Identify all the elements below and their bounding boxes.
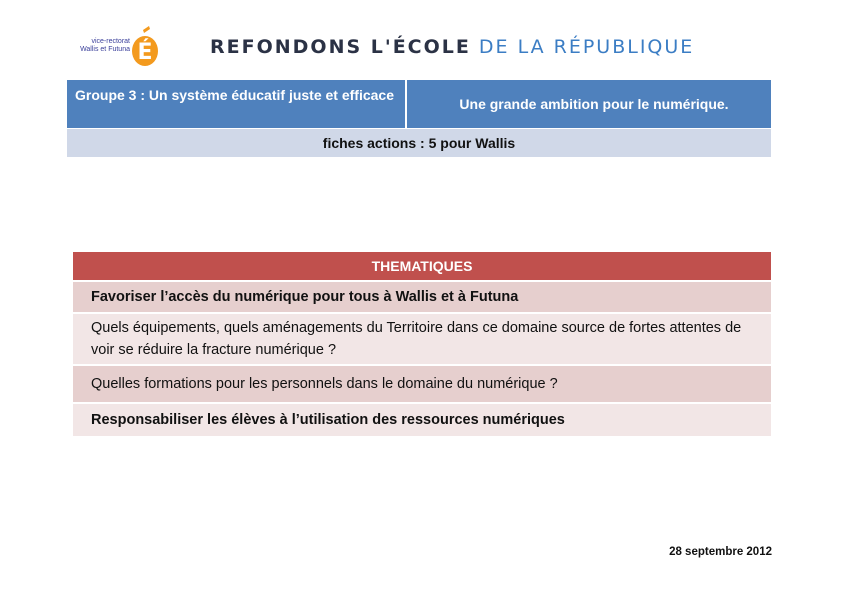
thematique-row: Favoriser l’accès du numérique pour tous à Wallis et à Futuna [73,280,771,312]
site-title-part-1: REFONDONS L'ÉCOLE [210,36,471,58]
logo-e-emblem [130,26,160,68]
thematique-row: Quelles formations pour les personnels dans le domaine du numérique ? [73,364,771,402]
logo-letter: É [137,40,153,65]
site-title [210,36,694,62]
thematique-row: Quels équipements, quels aménagements du Territoire dans ce domaine source de fortes attentes de voir se réduire la fracture numérique ? [73,312,771,364]
site-title-part-2: DE LA RÉPUBLIQUE [478,36,695,58]
vice-rectorat-logo [78,26,160,70]
ambition-title: Une grande ambition pour le numérique. [407,80,771,128]
logo-line-2: Wallis et Futuna [80,46,130,53]
thematique-row: Responsabiliser les élèves à l’utilisation des ressources numériques [73,402,771,436]
logo-text [78,38,130,54]
group-title: Groupe 3 : Un système éducatif juste et efficace [67,80,407,128]
footer-date: 28 septembre 2012 [669,546,772,558]
fiches-actions-row: fiches actions : 5 pour Wallis [67,129,771,157]
thematiques-header: THEMATIQUES [73,252,771,280]
thematiques-table [73,252,771,436]
group-header-row [67,80,771,128]
logo-line-1: vice-rectorat [91,38,130,45]
